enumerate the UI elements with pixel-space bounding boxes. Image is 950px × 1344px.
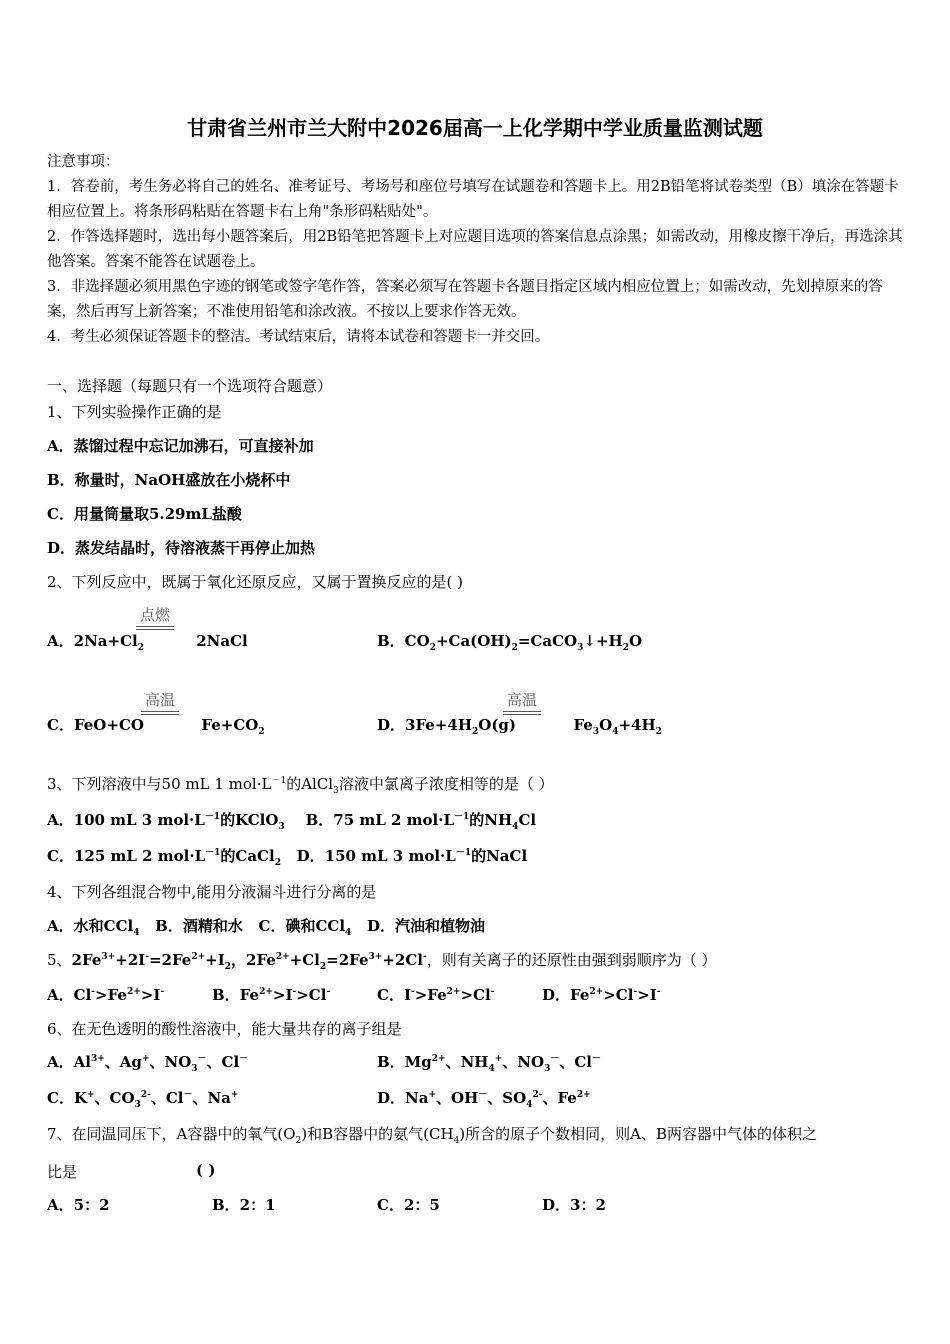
- q2-condition-d: [503, 689, 541, 715]
- q5-option-d: D．$Fe^{2+}>Cl^->I^-$: [542, 986, 661, 1004]
- q4-option-c: C．碘和CCl: [258, 917, 346, 935]
- q3-stem-part: 3、下列溶液中与50 mL 1 mol·L: [47, 775, 272, 793]
- q1-stem: 1、下列实验操作正确的是: [47, 403, 222, 421]
- q2-option-a: A．$2Na+Cl_2$ 2NaCl: [47, 632, 248, 653]
- q3-stem: 3、下列溶液中与50 mL 1 $mol\cdot L^{-1}$的AlCl$_3$溶液中氯离子浓度相等的是（ ）: [47, 775, 554, 796]
- q6-option-d: D．Na+、OH－、$SO_4^{2-}$、$Fe^{2+}$: [377, 1089, 591, 1110]
- q1-option-d: D．蒸发结晶时，待溶液蒸干再停止加热: [47, 539, 316, 557]
- note-item: 4．考生必须保证答题卡的整洁。考试结束后，请将本试卷和答题卡一并交回。: [47, 329, 550, 345]
- q7-stem-line2: 比是: [47, 1163, 78, 1181]
- q5-option-b: B．$Fe^{2+}>I^->Cl^-$: [212, 986, 331, 1004]
- q7-stem-line1: 7、在同温同压下，A容器中的氧气$(O_2)$和B容器中的氨气$(CH_4)$所含的原子个数相同，则A、B两容器中气体的体积之: [47, 1125, 818, 1146]
- q7-option-c: C．2：5: [377, 1196, 440, 1214]
- condition-label: 高温: [144, 691, 175, 709]
- q1-option-b: B．称量时，NaOH盛放在小烧杯中: [47, 471, 291, 489]
- q4-options: A．水和CCl$_4$ B．酒精和水 C．碘和CCl$_4$ D．汽油和植物油: [47, 917, 485, 938]
- q7-option-b: B．2：1: [212, 1196, 276, 1214]
- q4-option-d: D．汽油和植物油: [366, 917, 485, 935]
- q1-option-c: C．用量筒量取5.29mL盐酸: [47, 505, 242, 523]
- q2-option-b: B．$CO_2+Ca(OH)_2=CaCO_3↓+H_2O$: [377, 632, 643, 653]
- condition-label: 点燃: [139, 606, 170, 624]
- q2-stem: 2、下列反应中，既属于氧化还原反应，又属于置换反应的是( ): [47, 573, 464, 591]
- q3-stem-part: 的AlCl: [286, 775, 334, 793]
- q2-condition-a: [136, 604, 174, 630]
- q2-condition-c: [141, 689, 179, 715]
- note-item: 2．作答选择题时，选出每小题答案后，用2B铅笔把答题卡上对应题目选项的答案信息点涂黑；如需改动，用橡皮擦干净后，再选涂其他答案。答案不能答在试题卷上。: [47, 229, 903, 270]
- q1-option-a: A．蒸馏过程中忘记加沸石，可直接补加: [47, 437, 314, 455]
- q4-option-a: A．水和CCl: [47, 917, 134, 935]
- notes-heading: 注意事项：: [47, 154, 120, 170]
- q5-option-a: A．$Cl^->Fe^{2+}>I^-$: [47, 986, 165, 1004]
- q7-stem-part: )所含的原子个数相同，则A、B两容器中气体的体积之: [459, 1125, 818, 1143]
- section-heading: 一、选择题（每题只有一个选项符合题意）: [47, 377, 333, 395]
- q5-stem: 5、$2Fe^{3+}+2I^-=2Fe^{2+}+I_2$，$2Fe^{2+}+Cl_2=2Fe^{3+}+2Cl^-$，则有关离子的还原性由强到弱顺序为（ ）: [47, 951, 717, 972]
- q5-option-c: C．$I^->Fe^{2+}>Cl^-$: [377, 986, 495, 1004]
- q7-stem-part: )和B容器中的氨气(CH: [301, 1125, 454, 1143]
- q2-option-d: D．$3Fe+4H_2O(g)$ $Fe_3O_4+4H_2$: [377, 716, 662, 737]
- q6-option-a: A．$Al^{3+}$、Ag+、$NO_3^-$、Cl－: [47, 1053, 249, 1074]
- q6-option-c: C．K+、$CO_3^{2-}$、Cl－、Na+: [47, 1089, 239, 1110]
- page-title: 甘肃省兰州市兰大附中2026届高一上化学期中学业质量监测试题: [187, 116, 763, 140]
- q3-options-ab: A．100 mL 3 $mol\cdot L^{-1}$的KClO$_3$ B．75 mL 2 $mol\cdot L^{-1}$的$NH_4Cl$: [47, 811, 537, 832]
- q7-option-a: A．5：2: [47, 1196, 110, 1214]
- q7-option-d: D．3：2: [542, 1196, 606, 1214]
- q2-option-c: C．FeO+CO $Fe+CO_2$: [47, 716, 265, 737]
- q3-options-cd: C．125 mL 2 $mol\cdot L^{-1}$的CaCl$_2$ D．150 mL 3 $mol\cdot L^{-1}$的NaCl: [47, 847, 528, 868]
- note-item: 1．答卷前，考生务必将自己的姓名、准考证号、考场号和座位号填写在试题卷和答题卡上。用2B铅笔将试卷类型（B）填涂在答题卡相应位置上。将条形码粘贴在答题卡右上角"条形码粘贴处"。: [47, 179, 899, 220]
- q6-option-b: B．$Mg^{2+}$、$NH_4^+$、$NO_3^-$、Cl－: [377, 1053, 602, 1074]
- q5-stem-tail: ，则有关离子的还原性由强到弱顺序为（ ）: [426, 951, 717, 969]
- q3-stem-part: 溶液中氯离子浓度相等的是（ ）: [338, 775, 554, 793]
- condition-label: 高温: [506, 691, 537, 709]
- q4-option-b: B．酒精和水: [155, 917, 243, 935]
- notes-block: [47, 150, 907, 350]
- q6-stem: 6、在无色透明的酸性溶液中，能大量共存的离子组是: [47, 1020, 402, 1038]
- q4-stem: 4、下列各组混合物中,能用分液漏斗进行分离的是: [47, 883, 377, 901]
- q7-stem-part: 7、在同温同压下，A容器中的氧气(O: [47, 1125, 296, 1143]
- note-item: 3．非选择题必须用黑色字迹的钢笔或签字笔作答，答案必须写在答题卡各题目指定区域内相应位置上；如需改动，先划掉原来的答案，然后再写上新答案；不准使用铅笔和涂改液。不按以上要求作答无效。: [47, 279, 883, 320]
- q7-answer-paren: ( ): [196, 1161, 216, 1179]
